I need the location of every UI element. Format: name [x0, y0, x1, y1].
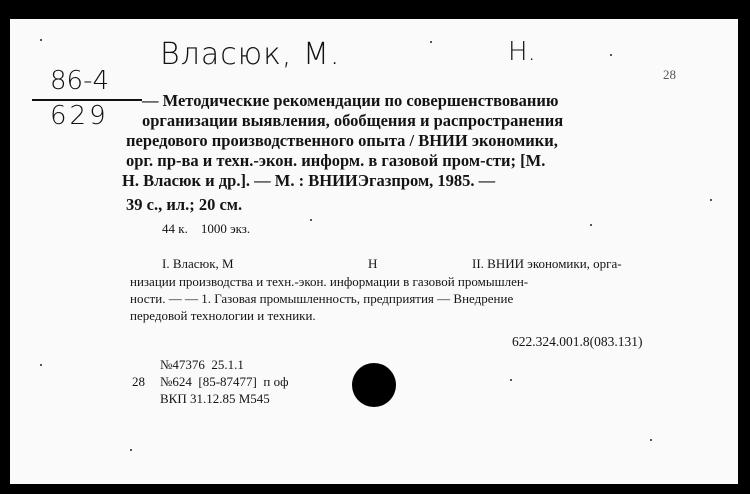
description-line: Н. Власюк и др.]. — М. : ВНИИЭгазпром, 1985. — [122, 171, 496, 190]
punch-hole [352, 363, 396, 407]
catalog-card [10, 19, 738, 484]
tracing-author: I. Власюк, М [162, 256, 234, 271]
print-run: 44 к. 1000 экз. [162, 221, 251, 236]
footer-line: №47376 25.1.1 [160, 357, 244, 372]
shelf-mark-bottom: 629 [50, 101, 109, 131]
footer-line: №624 [85-87477] п оф [160, 374, 289, 389]
description-line: организации выявления, обобщения и распространения [142, 111, 564, 130]
shelf-mark-top: 86-4 [50, 66, 110, 96]
handwritten-author-name: Власюк, М. [160, 37, 341, 72]
scan-speck [40, 364, 42, 366]
scan-speck [130, 449, 132, 451]
scan-speck [510, 379, 512, 381]
scan-speck [310, 219, 312, 221]
card-number: 28 [663, 67, 676, 82]
description-line: передового производственного опыта / ВНИИ экономики, [126, 131, 558, 150]
scan-speck [610, 54, 612, 56]
scan-speck [40, 39, 42, 41]
scan-speck [590, 224, 592, 226]
tracing-line: передовой технологии и техники. [130, 308, 316, 323]
description-line: орг. пр-ва и техн.-экон. информ. в газовой пром-сти; [М. [126, 151, 546, 170]
description-line: — Методические рекомендации по совершенствованию [142, 91, 559, 110]
footer-card-number: 28 [132, 374, 145, 389]
description-line: 39 с., ил.; 20 см. [126, 195, 243, 214]
scan-speck [710, 199, 712, 201]
tracing-line: низации производства и техн.-экон. информации в газовой промышлен- [130, 274, 529, 289]
scan-speck [430, 41, 432, 43]
footer-line: ВКП 31.12.85 М545 [160, 391, 270, 406]
tracing-initial: Н [368, 256, 378, 271]
tracing-organization: II. ВНИИ экономики, орга- [472, 256, 622, 271]
handwritten-initial: Н. [508, 37, 536, 67]
udc-code: 622.324.001.8(083.131) [512, 334, 643, 349]
tracing-line: ности. — — 1. Газовая промышленность, предприятия — Внедрение [130, 291, 514, 306]
scan-speck [650, 439, 652, 441]
